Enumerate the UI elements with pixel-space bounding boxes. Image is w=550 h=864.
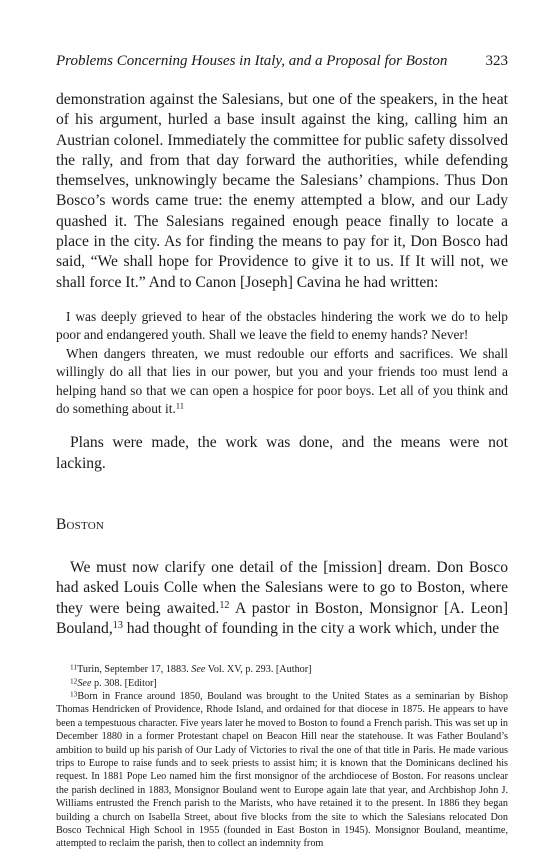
footnote-13 [56,690,508,851]
footnote-ref-13: 13 [112,619,123,631]
footnote-italic: See [191,664,206,676]
paragraph-continuation: demonstration against the Salesians, but one of the speakers, in the heat of his argument, hurled a base insult against the king, calling him an Austrian colonel. Immediately the committee for public safety dissolved the rally, and from that day forward the authorities, while defending themselves, unknowingly became the Salesians’ champions. Thus Don Bosco’s words came true: the enemy attempted a blow, and our Lady quashed it. The Salesians regained enough peace finally to locate a place in the city. As for finding the means to pay for it, Don Bosco had said, “We shall hope for Providence to give it to us. If It will not, we shall force It.” And to Canon [Joseph] Cavina he had written: [56,91,508,291]
footnote-text: p. 308. [Editor] [91,677,157,689]
running-header [56,52,508,70]
book-page [56,52,508,851]
footnote-italic: See [77,677,92,689]
footnote-text: Born in France around 1850, Bouland was brought to the United States as a seminarian by Bishop Thomas Hendricken of Providence, Rhode Island, and ordained for that diocese in 1875. He appears to have been a tempestuous character. Five years later he moved to Boston to found a French parish. This was set up in December 1880 in a former Protestant chapel on Beacon Hill near the statehouse. It was Father Bouland’s ambition to build up his parish of Our Lady of Victories to rival the one of that title in Paris. He made various trips to Europe to raise funds and to seek priests to assist him; it is known that the Dominicans declined his request. In 1881 Pope Leo named him the first monsignor of the archdiocese of Boston. For reasons unclear the parish declined in 1883, Monsignor Bouland went to Europe again late that year, and Archbishop John J. Williams entrusted the French parish to the Marists, who have retained it to the present. In 1886 they began building a church on Isabella Street, about five blocks from the site to which the Salesians relocated Don Bosco Technical High School in 1955 (founded in East Boston in 1945). Monsignor Bouland, meantime, attempted to reclaim the parish, then to collect an indemnity from [56,691,508,850]
footnote-number: 13 [70,689,78,699]
paragraph-boston-text-b: A pastor in Boston, Monsignor [A. Leon] Bouland, [56,599,509,637]
footnote-12 [56,677,508,690]
paragraph-boston-text-a: We must now clarify one detail of the [mission] dream. Don Bosco had asked Louis Colle when the Salesians were to go to Boston, where they were being awaited. [56,559,508,617]
block-quote [56,308,508,418]
page-number: 323 [485,53,508,69]
section-heading: Boston [56,516,105,533]
footnotes [56,663,508,851]
footnote-ref-12: 12 [219,599,230,611]
quote-paragraph-2-text: When dangers threaten, we must redouble our efforts and sacrifices. We shall willingly do all that lies in our power, but you and your friends too must lend a helping hand so that we can open a hospice for poor boys. Let all of you think and do something about it. [56,345,508,416]
paragraph-plans: Plans were made, the work was done, and the means were not lacking. [56,434,508,472]
footnote-11 [56,663,508,676]
quote-paragraph-1: I was deeply grieved to hear of the obstacles hindering the work we do to help poor and endangered youth. Shall we leave the field to enemy hands? Never! [56,308,508,343]
footnote-number: 12 [70,676,78,686]
footnote-text: Turin, September 17, 1883. [77,664,192,676]
footnote-number: 11 [70,662,78,672]
paragraph-boston [56,558,508,639]
paragraph-boston-text-c: had thought of founding in the city a work which, under the [122,619,500,637]
running-title: Problems Concerning Houses in Italy, and a Proposal for Boston [56,53,448,69]
footnote-ref-11: 11 [175,400,185,411]
footnote-text: Vol. XV, p. 293. [Author] [205,664,312,676]
quote-paragraph-2 [56,345,508,419]
